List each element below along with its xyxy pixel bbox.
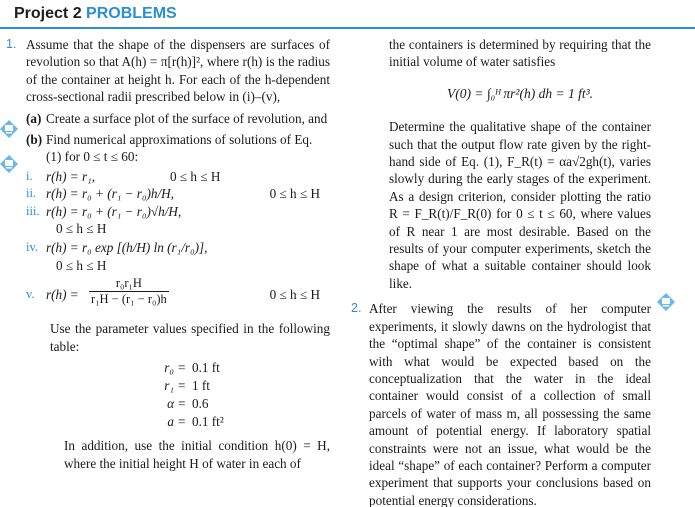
continuation-text: the containers is determined by requiring that the initial volume of water satisfies <box>389 37 651 70</box>
computer-icon <box>657 293 675 311</box>
parameter-table <box>26 359 330 431</box>
computer-icon <box>0 155 18 173</box>
left-column <box>6 36 330 472</box>
radius-item: v. r(h) = $\frac{\text{r₀r₁H}}{\text{r₁H − (r₁ − r₀)h}}$ 0 ≤ h ≤ H <box>26 276 320 307</box>
problem-2: 2. After viewing the results of her computer experiments, it slowly dawns on the hydrologist that the “optimal shape” of the container is consistent with what would be expected based on the conceptualization that the water in the ideal container would consist of a collection of small parcels of water of mass m, all possessing the same amount of potential energy. If laboratory spatial constraints were not an issue, what would be the ideal “shape” of each container? Perform a computer experiment that supports your conclusions based on potential energy considerations. <box>351 301 651 507</box>
parameter-row: α = 0.6 <box>167 396 209 412</box>
parameter-row: r₁ = 1 ft <box>164 378 210 394</box>
radius-item: i. r(h) = r₁, 0 ≤ h ≤ H <box>26 168 221 184</box>
problem-number: 2. <box>351 301 362 316</box>
radius-range: 0 ≤ h ≤ H <box>56 221 107 237</box>
radius-item: iv. r(h) = r₀ exp [(h/H) ln (r₁/r₀)], <box>26 240 208 256</box>
shape-criterion-text: Determine the qualitative shape of the container such that the output flow rate given by the right-hand side of Eq. (1), F_R(t) = αa√2gh(t), varies slowly during the early stages of the experiment. As a design criterion, consider plotting the ratio R = F_R(t)/F_R(0) for 0 ≤ t ≤ 60, where values of R near 1 are most desirable. Based on the results of your computer experiments, sketch the shape of what a suitable container should look like. <box>389 119 651 291</box>
parameter-row: a = 0.1 ft² <box>167 414 224 430</box>
radius-range: 0 ≤ h ≤ H <box>56 257 107 273</box>
problem-number: 1. <box>6 37 17 51</box>
radius-item: ii. r(h) = r₀ + (r₁ − r₀)h/H, 0 ≤ h ≤ H <box>26 186 320 202</box>
initial-condition-text: In addition, use the initial condition h(0) = H, where the initial height H of water in each of <box>64 438 330 471</box>
volume-equation: V(0) = ∫₀ᴴ πr²(h) dh = 1 ft³. <box>446 85 594 101</box>
part-a: (a) Create a surface plot of the surface of revolution, and <box>26 110 328 126</box>
page-header <box>0 0 695 30</box>
radius-item: iii. r(h) = r₀ + (r₁ − r₀)√h/H, <box>26 203 182 219</box>
header-rule <box>0 27 695 29</box>
params-intro: Use the parameter values specified in the following table: <box>50 321 330 354</box>
computer-icon <box>0 120 18 138</box>
part-b: (b) Find numerical approximations of solutions of Eq. (1) for 0 ≤ t ≤ 60: <box>26 132 313 165</box>
right-column <box>351 36 651 507</box>
page-title: Project 2 PROBLEMS <box>14 5 177 22</box>
problem-1-intro: 1. Assume that the shape of the dispensers are surfaces of revolution so that A(h) = π[r(h)]², where r(h) is the radius of the container at height h. For each of the h-dependent cross-sectional radii prescribed below in (i)–(v), <box>6 37 330 105</box>
parameter-row: r₀ = 0.1 ft <box>164 360 220 376</box>
